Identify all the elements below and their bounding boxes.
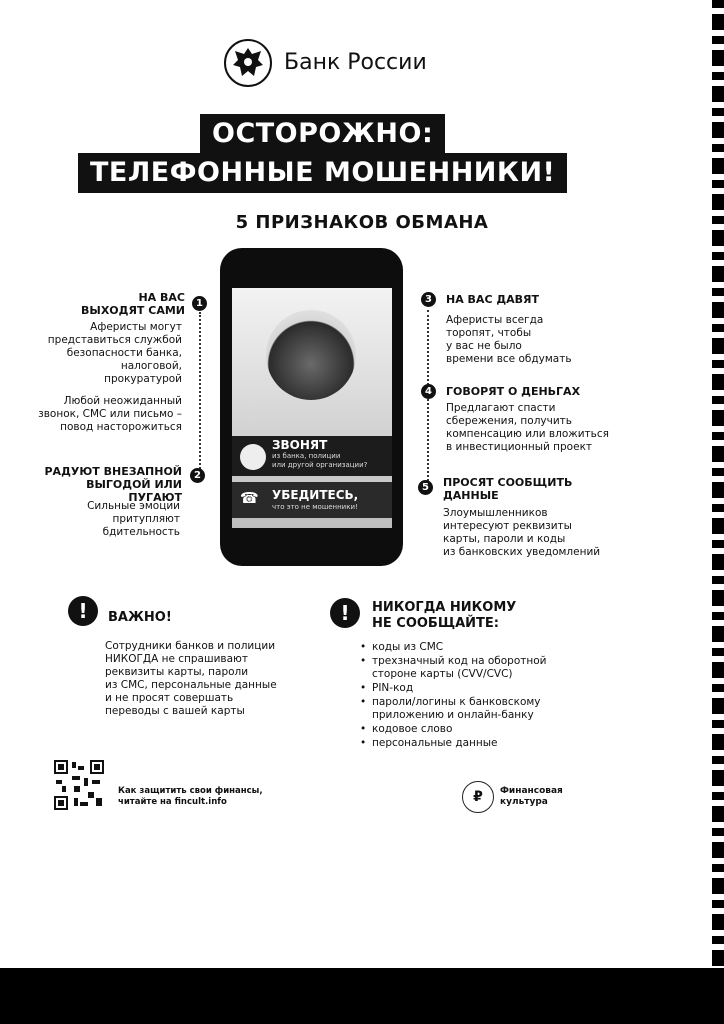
- sign-3-heading: НА ВАС ДАВЯТ: [446, 293, 540, 306]
- sign-2-text-line: притупляют: [112, 513, 180, 525]
- sign-1-text2-line: звонок, СМС или письмо –: [38, 408, 182, 420]
- warning-icon: !: [330, 598, 360, 628]
- sign-1-text2-line: Любой неожиданный: [63, 395, 182, 407]
- sign-number-3: 3: [421, 292, 436, 307]
- check-title: УБЕДИТЕСЬ,: [272, 488, 359, 502]
- never-list-item: [360, 696, 547, 722]
- sign-1-text-line: безопасности банка,: [66, 347, 182, 359]
- sign-3-text-line: времени все обдумать: [446, 353, 572, 365]
- sign-1-text-line: представиться службой: [47, 334, 182, 346]
- sign-4-text-line: сбережения, получить: [446, 415, 572, 427]
- sign-3-text-line: у вас не было: [446, 340, 522, 352]
- subtitle: 5 ПРИЗНАКОВ ОБМАНА: [235, 212, 489, 233]
- fincult-link-text[interactable]: [118, 786, 263, 808]
- sign-3-text-line: торопят, чтобы: [446, 327, 532, 339]
- never-list-item: [360, 641, 547, 654]
- qr-code-icon[interactable]: [54, 760, 104, 810]
- bank-eagle-logo-icon: [223, 38, 273, 88]
- warning-icon: !: [68, 596, 98, 626]
- hooded-caller-icon: [266, 310, 356, 400]
- sign-1-text-line: прокуратурой: [104, 373, 182, 385]
- sign-5-text: [443, 507, 613, 559]
- sign-number-4: 4: [421, 384, 436, 399]
- sign-1-heading-l1: НА ВАС: [138, 291, 185, 304]
- sign-5-heading: [443, 476, 572, 502]
- bank-name: Банк России: [284, 50, 427, 75]
- title-line-2: ТЕЛЕФОННЫЕ МОШЕННИКИ!: [78, 153, 567, 193]
- never-list-item: [360, 682, 547, 695]
- sign-4-text-line: в инвестиционный проект: [446, 441, 593, 453]
- ruble-logo-icon: ₽: [462, 781, 494, 813]
- caller-avatar-icon: [240, 444, 266, 470]
- scan-bottom-band: [0, 968, 724, 1024]
- sign-4-heading: ГОВОРЯТ О ДЕНЬГАХ: [446, 385, 581, 398]
- call-title: ЗВОНЯТ: [272, 438, 328, 452]
- sign-2-text-line: Сильные эмоции: [87, 500, 180, 512]
- never-list-item: [360, 655, 547, 681]
- fincult-text-l2: читайте на fincult.info: [118, 797, 227, 807]
- sign-number-5: 5: [418, 480, 433, 495]
- important-text-line: переводы с вашей карты: [105, 705, 245, 717]
- sign-2-heading-l2: ВЫГОДОЙ ИЛИ ПУГАЮТ: [86, 478, 182, 504]
- sign-1-heading-l2: ВЫХОДЯТ САМИ: [81, 304, 185, 317]
- sign-4-text-line: Предлагают спасти: [446, 402, 556, 414]
- important-text-line: Сотрудники банков и полиции: [105, 640, 276, 652]
- sign-1-heading: [40, 291, 185, 317]
- sign-5-text-line: интересуют реквизиты: [443, 520, 572, 532]
- timeline-left: [199, 312, 201, 472]
- sign-3-text-line: Аферисты всегда: [446, 314, 544, 326]
- sign-2-text: [60, 500, 180, 539]
- never-item-line: • кодовое слово: [372, 723, 453, 735]
- sign-number-1: 1: [192, 296, 207, 311]
- important-text-line: реквизиты карты, пароли: [105, 666, 249, 678]
- sign-1-text: [30, 321, 182, 386]
- sign-1-text-line: Аферисты могут: [90, 321, 182, 333]
- never-heading-l1: НИКОГДА НИКОМУ: [372, 600, 517, 615]
- never-item-line: стороне карты (CVV/CVC): [372, 668, 513, 680]
- phone-handset-icon: ☎: [240, 489, 259, 507]
- important-text: [105, 640, 305, 718]
- sign-4-text-line: компенсацию или вложиться: [446, 428, 609, 440]
- important-text-line: и не просят совершать: [105, 692, 234, 704]
- call-subtitle-l1: из банка, полиции: [272, 452, 341, 460]
- fincult-logo-l1: Финансовая: [500, 786, 563, 796]
- sign-5-text-line: карты, пароли и коды: [443, 533, 566, 545]
- sign-1-text2-line: повод насторожиться: [60, 421, 182, 433]
- never-item-line: • персональные данные: [372, 737, 498, 749]
- never-list: [360, 641, 547, 751]
- sign-3-text: [446, 314, 596, 366]
- fincult-logo-text: [500, 786, 563, 808]
- sign-2-heading: [30, 465, 182, 504]
- call-subtitle: [272, 452, 367, 470]
- never-heading: [372, 600, 516, 632]
- check-subtitle: что это не мошенники!: [272, 503, 358, 511]
- sign-number-2: 2: [190, 468, 205, 483]
- call-subtitle-l2: или другой организации?: [272, 461, 368, 469]
- never-list-item: [360, 737, 547, 750]
- title-line-1: ОСТОРОЖНО:: [200, 114, 445, 154]
- sign-5-text-line: из банковских уведомлений: [443, 546, 601, 558]
- important-text-line: НИКОГДА не спрашивают: [105, 653, 249, 665]
- sign-1-text-line: налоговой,: [120, 360, 182, 372]
- never-item-line: • коды из СМС: [372, 641, 444, 653]
- sign-2-text-line: бдительность: [102, 526, 180, 538]
- scan-edge-artifact: [712, 0, 724, 968]
- sign-2-heading-l1: РАДУЮТ ВНЕЗАПНОЙ: [44, 465, 182, 478]
- never-item-line: приложению и онлайн-банку: [372, 709, 534, 721]
- fincult-text-l1: Как защитить свои финансы,: [118, 786, 263, 796]
- sign-4-text: [446, 402, 616, 454]
- important-heading: ВАЖНО!: [108, 610, 172, 625]
- sign-5-heading-l2: ДАННЫЕ: [443, 489, 499, 502]
- sign-5-text-line: Злоумышленников: [443, 507, 548, 519]
- sign-5-heading-l1: ПРОСЯТ СООБЩИТЬ: [443, 476, 573, 489]
- sign-1-text2: [20, 395, 182, 434]
- never-item-line: • PIN-код: [372, 682, 414, 694]
- important-text-line: из СМС, персональные данные: [105, 679, 277, 691]
- never-heading-l2: НЕ СООБЩАЙТЕ:: [372, 616, 499, 631]
- fincult-logo-l2: культура: [500, 797, 548, 807]
- never-item-line: • трехзначный код на оборотной: [372, 655, 547, 667]
- never-list-item: [360, 723, 547, 736]
- never-item-line: • пароли/логины к банковскому: [372, 696, 541, 708]
